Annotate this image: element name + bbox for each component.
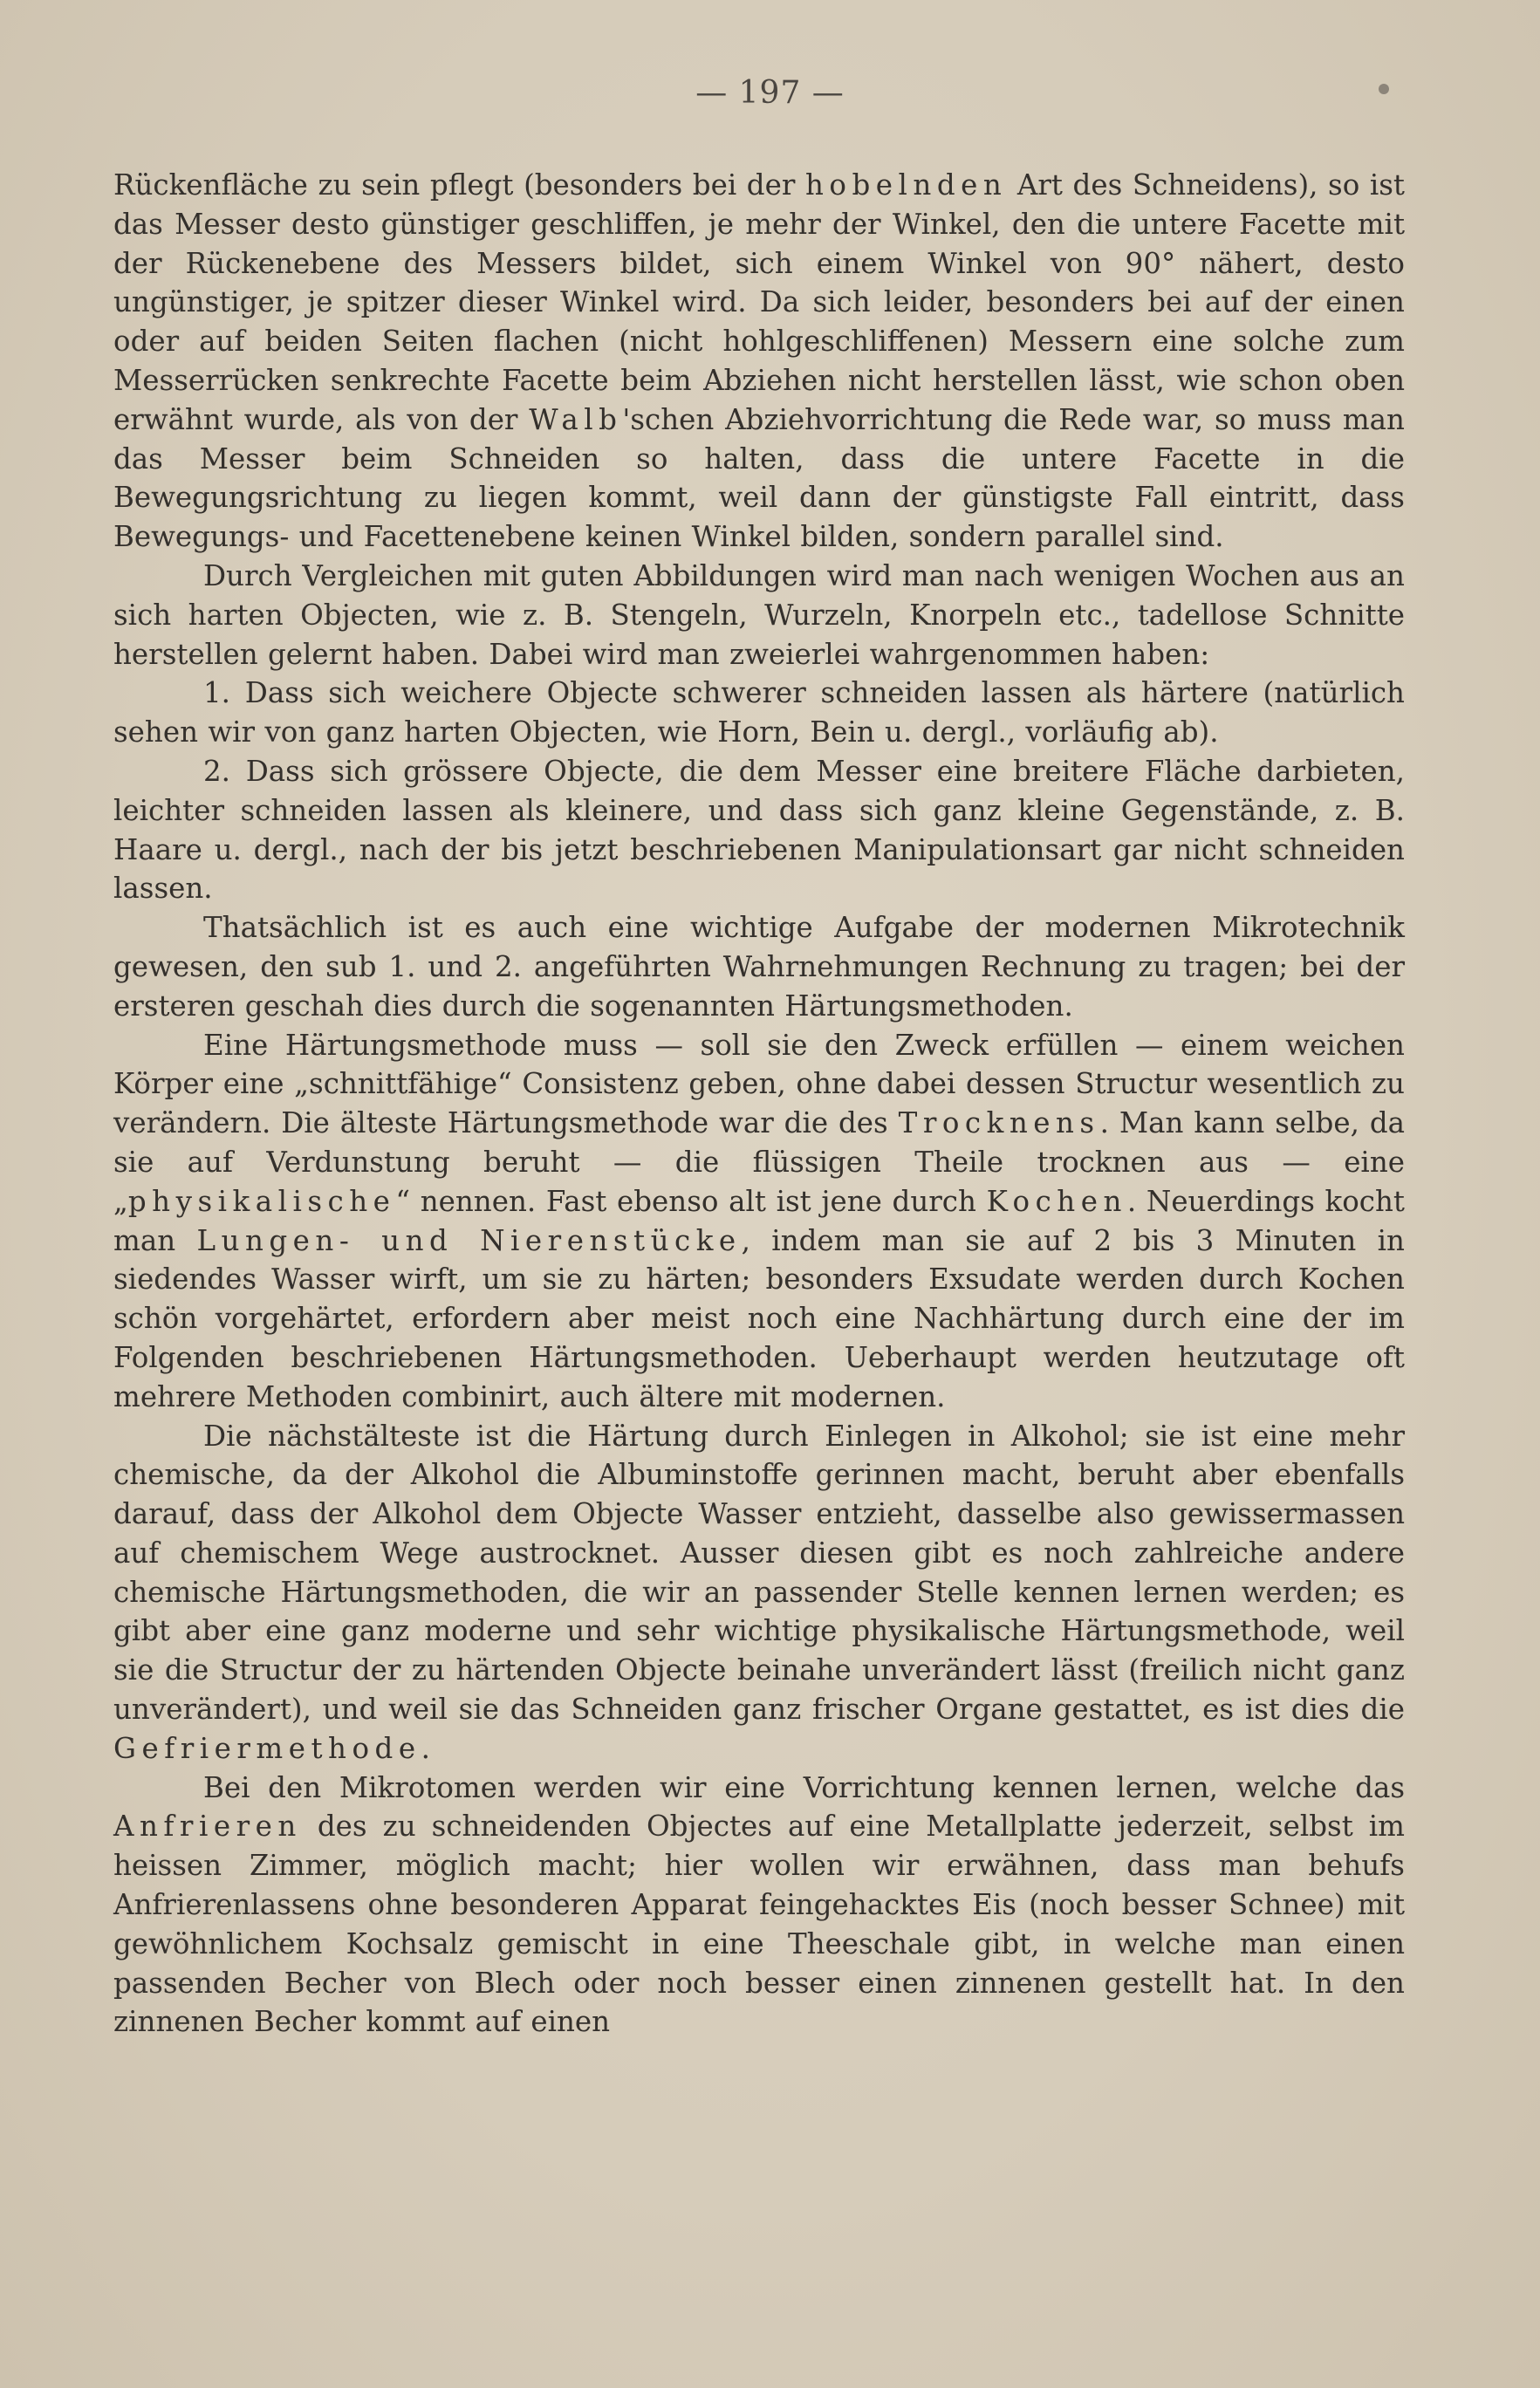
- emphasized-text: Lungen- und Nierenstücke: [196, 1223, 742, 1257]
- text-segment: .: [421, 1731, 430, 1765]
- text-segment: Thatsächlich ist es auch eine wichtige Aufgabe der modernen Mikrotechnik gewesen, den sub 1. und 2. angeführten Wahrnehmungen Rechnung zu tragen; bei der ersteren geschah dies durch die sogenannten Härtungsmethoden.: [113, 911, 1405, 1023]
- emphasized-text: physikalische: [127, 1184, 396, 1218]
- text-segment: Rückenfläche zu sein pflegt (besonders bei der: [113, 168, 805, 202]
- text-segment: . Neuerdings kocht man: [113, 1184, 1405, 1257]
- ink-spot: [1379, 84, 1389, 94]
- paragraph: [113, 908, 1405, 1025]
- text-segment: . Man kann selbe, da sie auf Verdunstung beruht — die flüssigen Theile trocknen aus — eine „: [113, 1106, 1406, 1218]
- emphasized-text: hobelnden: [804, 168, 1008, 202]
- text-segment: 2. Dass sich grössere Objecte, die dem Messer eine breitere Fläche darbieten, leichter schneiden lassen als kleinere, und dass sich ganz kleine Gegenstände, z. B. Haare u. dergl., nach der bis jetzt beschriebenen Manipulationsart gar nicht schneiden lassen.: [113, 754, 1405, 906]
- text-segment: Eine Härtungsmethode muss — soll sie den Zweck erfüllen — einem weichen Körper eine „schnittfähige“ Consistenz geben, ohne dabei dessen Structur wesentlich zu verändern. Die älteste Härtungsmethode war die des: [113, 1028, 1405, 1140]
- text-segment: Art des Schneidens), so ist das Messer desto günstiger geschliffen, je mehr der Winkel, den die untere Facette mit der Rückenebene des Messers bildet, sich einem Winkel von 90° nähert, desto ungünstiger, je spitzer dieser Winkel wird. Da sich leider, besonders bei auf der einen oder auf beiden Seiten flachen (nicht hohlgeschliffenen) Messern eine solche zum Messerrücken senkrechte Facette beim Abziehen nicht herstellen lässt, wie schon oben erwähnt wurde, als von der: [113, 168, 1405, 436]
- body-text: [113, 166, 1405, 2042]
- paragraph: [113, 1417, 1405, 1769]
- emphasized-text: Anfrieren: [113, 1810, 302, 1844]
- page-number: — 197 —: [695, 75, 845, 111]
- text-segment: Bei den Mikrotomen werden wir eine Vorrichtung kennen lernen, welche das: [203, 1770, 1405, 1804]
- paragraph: [113, 752, 1405, 908]
- text-segment: des zu schneidenden Objectes auf eine Metallplatte jederzeit, selbst im heissen Zimmer, möglich macht; hier wollen wir erwähnen, dass man behufs Anfrierenlassens ohne besonderen Apparat feingehacktes Eis (noch besser Schnee) mit gewöhnlichem Kochsalz gemischt in eine Theeschale gibt, in welche man einen passenden Becher von Blech oder noch besser einen zinnenen gestellt hat. In den zinnenen Becher kommt auf einen: [113, 1810, 1405, 2039]
- text-segment: “ nennen. Fast ebenso alt ist jene durch: [395, 1184, 987, 1218]
- text-segment: 1. Dass sich weichere Objecte schwerer schneiden lassen als härtere (natürlich sehen wir von ganz harten Objecten, wie Horn, Bein u. dergl., vorläufig ab).: [113, 676, 1405, 749]
- paragraph: [113, 1769, 1405, 2042]
- paragraph: [113, 1026, 1405, 1417]
- text-segment: , indem man sie auf 2 bis 3 Minuten in siedendes Wasser wirft, um sie zu härten; besonders Exsudate werden durch Kochen schön vorgehärtet, erfordern aber meist noch eine Nachhärtung durch eine der im Folgenden beschriebenen Härtungsmethoden. Ueberhaupt werden heutzutage oft mehrere Methoden combinirt, auch ältere mit modernen.: [113, 1223, 1405, 1413]
- emphasized-text: Kochen: [986, 1184, 1127, 1218]
- paragraph: [113, 166, 1405, 557]
- paragraph: [113, 557, 1405, 674]
- paragraph: [113, 674, 1405, 752]
- text-segment: Durch Vergleichen mit guten Abbildungen wird man nach wenigen Wochen aus an sich harten Objecten, wie z. B. Stengeln, Wurzeln, Knorpeln etc., tadellose Schnitte herstellen gelernt haben. Dabei wird man zweierlei wahrgenommen haben:: [113, 558, 1405, 671]
- emphasized-text: Trocknens: [898, 1106, 1100, 1140]
- emphasized-text: Walb: [529, 402, 623, 436]
- text-segment: Die nächstälteste ist die Härtung durch Einlegen in Alkohol; sie ist eine mehr chemische, da der Alkohol die Albuminstoffe gerinnen macht, beruht aber ebenfalls darauf, dass der Alkohol dem Objecte Wasser entzieht, dasselbe also gewissermassen auf chemischem Wege austrocknet. Ausser diesen gibt es noch zahlreiche andere chemische Härtungsmethoden, die wir an passender Stelle kennen lernen werden; es gibt aber eine ganz moderne und sehr wichtige physikalische Härtungsmethode, weil sie die Structur der zu härtenden Objecte beinahe unverändert lässt (freilich nicht ganz unverändert), und weil sie das Schneiden ganz frischer Organe gestattet, es ist dies die: [113, 1419, 1405, 1727]
- emphasized-text: Gefriermethode: [113, 1731, 421, 1765]
- text-segment: 'schen Abziehvorrichtung die Rede war, so muss man das Messer beim Schneiden so halten, dass die untere Facette in die Bewegungsrichtung zu liegen kommt, weil dann der günstigste Fall eintritt, dass Bewegungs- und Facettenebene keinen Winkel bilden, sondern parallel sind.: [113, 402, 1405, 554]
